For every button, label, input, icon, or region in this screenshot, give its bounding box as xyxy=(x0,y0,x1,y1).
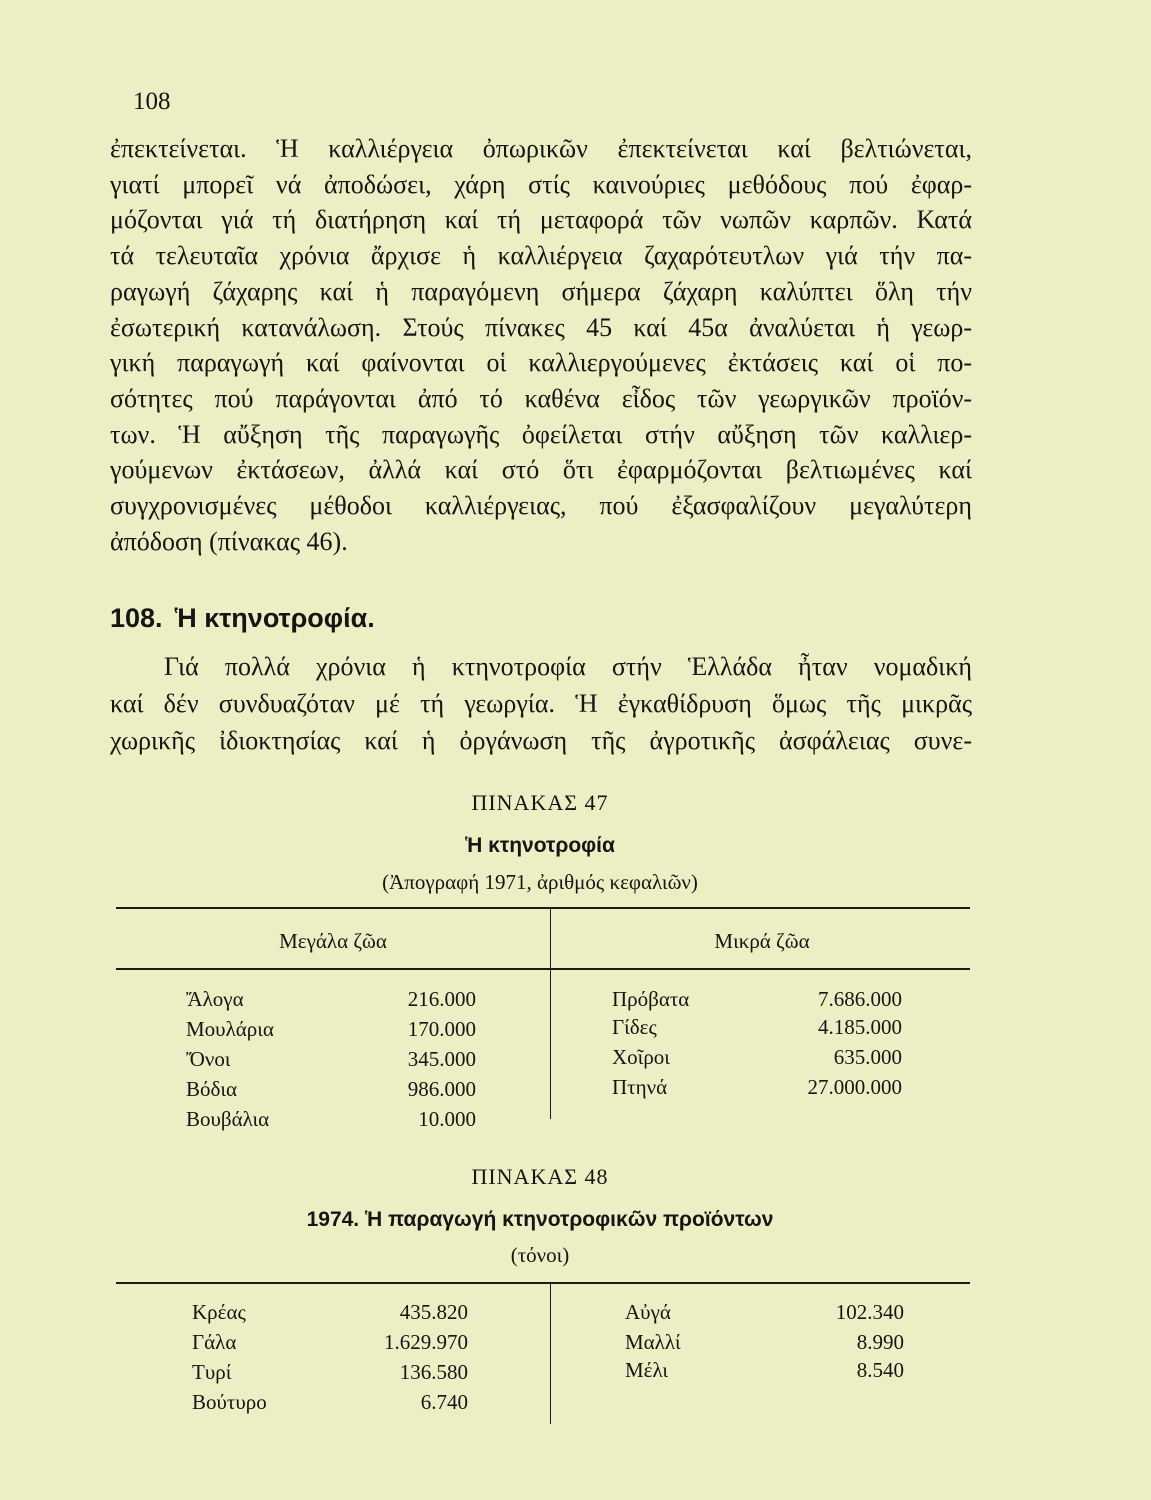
row-label: Γάλα xyxy=(192,1330,237,1354)
table-row xyxy=(186,1077,476,1107)
section-number: 108. xyxy=(110,603,163,633)
text-line: μόζονται γιά τή διατήρηση καί τή μεταφορά τῶν νωπῶν καρπῶν. Κατά xyxy=(110,205,972,235)
text-line: γιατί μπορεῖ νά ἀποδώσει, χάρη στίς καινούριες μεθόδους πού ἐφαρ- xyxy=(110,169,972,199)
table-47-column-divider xyxy=(550,907,551,1119)
table-47-note: (Ἀπογραφή 1971, ἀριθμός κεφαλιῶν) xyxy=(382,870,698,894)
table-47-subtitle: Ἡ κτηνοτροφία xyxy=(465,834,615,857)
table-48-column-divider xyxy=(550,1282,551,1424)
row-value: 345.000 xyxy=(407,1047,476,1071)
table-row xyxy=(625,1358,904,1388)
row-value: 1.629.970 xyxy=(384,1330,468,1354)
row-value: 8.990 xyxy=(856,1330,904,1354)
row-label: Βούτυρο xyxy=(192,1390,267,1414)
row-label: Χοῖροι xyxy=(612,1045,670,1069)
table-row xyxy=(612,1015,902,1045)
table-48-year: 1974. xyxy=(306,1208,360,1231)
row-value: 6.740 xyxy=(420,1390,468,1414)
table-48-title: ΠΙΝΑΚΑΣ 48 xyxy=(471,1164,609,1189)
page-number: 108 xyxy=(133,88,171,115)
table-row xyxy=(612,987,902,1017)
row-label: Πρόβατα xyxy=(612,987,690,1011)
row-label: Βόδια xyxy=(186,1077,238,1101)
row-label: Βουβάλια xyxy=(186,1107,270,1131)
table-47-title: ΠΙΝΑΚΑΣ 47 xyxy=(471,790,609,815)
row-value: 7.686.000 xyxy=(818,987,902,1011)
row-value: 435.820 xyxy=(399,1300,468,1324)
text-line: των. Ἡ αὔξηση τῆς παραγωγῆς ὀφείλεται στήν αὔξηση τῶν καλλιερ- xyxy=(110,419,972,449)
row-value: 635.000 xyxy=(833,1045,902,1069)
table-47-left-header: Μεγάλα ζῶα xyxy=(279,929,387,953)
table-row xyxy=(192,1330,468,1360)
row-value: 27.000.000 xyxy=(807,1075,902,1099)
table-row xyxy=(186,987,476,1017)
row-value: 4.185.000 xyxy=(818,1015,902,1039)
table-47-header-rule xyxy=(116,968,970,970)
text-line: ἐσωτερική κατανάλωση. Στούς πίνακες 45 καί 45α ἀναλύεται ἡ γεωρ- xyxy=(110,312,972,342)
text-line: γική παραγωγή καί φαίνονται οἱ καλλιεργούμενες ἐκτάσεις καί οἱ πο- xyxy=(110,348,972,378)
row-value: 170.000 xyxy=(407,1017,476,1041)
section-heading xyxy=(110,603,375,634)
table-row xyxy=(186,1047,476,1077)
text-line: Γιά πολλά χρόνια ἡ κτηνοτροφία στήν Ἑλλάδα ἦταν νομαδική xyxy=(164,652,972,681)
row-label: Μουλάρια xyxy=(186,1017,274,1041)
text-line: ἐπεκτείνεται. Ἡ καλλιέργεια ὀπωρικῶν ἐπεκτείνεται καί βελτιώνεται, xyxy=(110,134,972,163)
row-label: Μαλλί xyxy=(625,1330,681,1354)
text-line: χωρικῆς ἰδιοκτησίας καί ἡ ὀργάνωση τῆς ἀγροτικῆς ἀσφάλειας συνε- xyxy=(110,726,972,755)
table-row xyxy=(625,1300,904,1330)
row-value: 10.000 xyxy=(418,1107,476,1131)
row-label: Ὄνοι xyxy=(186,1047,231,1071)
table-48-top-rule xyxy=(116,1282,970,1284)
table-row xyxy=(612,1075,902,1105)
table-row xyxy=(186,1107,476,1137)
row-label: Μέλι xyxy=(625,1358,669,1382)
table-row xyxy=(192,1390,468,1420)
row-value: 986.000 xyxy=(407,1077,476,1101)
row-label: Γίδες xyxy=(612,1015,657,1039)
row-value: 102.340 xyxy=(835,1300,904,1324)
row-label: Ἄλογα xyxy=(186,987,244,1011)
row-label: Κρέας xyxy=(192,1300,246,1324)
table-48-subtitle-text: Ἡ παραγωγή κτηνοτροφικῶν προϊόντων xyxy=(365,1208,774,1231)
text-line: ραγωγή ζάχαρης καί ἡ παραγόμενη σήμερα ζάχαρη καλύπτει ὅλη τήν xyxy=(110,276,972,306)
row-label: Τυρί xyxy=(192,1360,232,1384)
text-line: γούμενων ἐκτάσεων, ἀλλά καί στό ὅτι ἐφαρμόζονται βελτιωμένες καί xyxy=(110,455,972,485)
row-value: 8.540 xyxy=(856,1358,904,1382)
table-48-subtitle xyxy=(0,1208,1080,1232)
table-row xyxy=(192,1360,468,1390)
table-47-top-rule xyxy=(116,907,970,909)
text-line: τά τελευταῖα χρόνια ἄρχισε ἡ καλλιέργεια ζαχαρότευτλων γιά τήν πα- xyxy=(110,241,972,271)
section-paragraph xyxy=(110,648,972,759)
table-48-note: (τόνοι) xyxy=(510,1243,570,1267)
table-row xyxy=(612,1045,902,1075)
text-line: ἀπόδοση (πίνακας 46). xyxy=(110,526,348,556)
row-value: 216.000 xyxy=(407,987,476,1011)
table-row xyxy=(186,1017,476,1047)
row-label: Πτηνά xyxy=(612,1075,668,1099)
paragraph-1 xyxy=(110,131,972,559)
section-title: Ἡ κτηνοτροφία. xyxy=(174,603,375,633)
table-47-right-header: Μικρά ζῶα xyxy=(714,929,810,953)
text-line: συγχρονισμένες μέθοδοι καλλιέργειας, πού ἐξασφαλίζουν μεγαλύτερη xyxy=(110,491,972,521)
row-value: 136.580 xyxy=(399,1360,468,1384)
table-row xyxy=(192,1300,468,1330)
row-label: Αὐγά xyxy=(625,1300,671,1324)
text-line: σότητες πού παράγονται ἀπό τό καθένα εἶδος τῶν γεωργικῶν προϊόν- xyxy=(110,383,972,413)
table-row xyxy=(625,1330,904,1360)
text-line: καί δέν συνδυαζόταν μέ τή γεωργία. Ἡ ἐγκαθίδρυση ὅμως τῆς μικρᾶς xyxy=(110,689,972,718)
